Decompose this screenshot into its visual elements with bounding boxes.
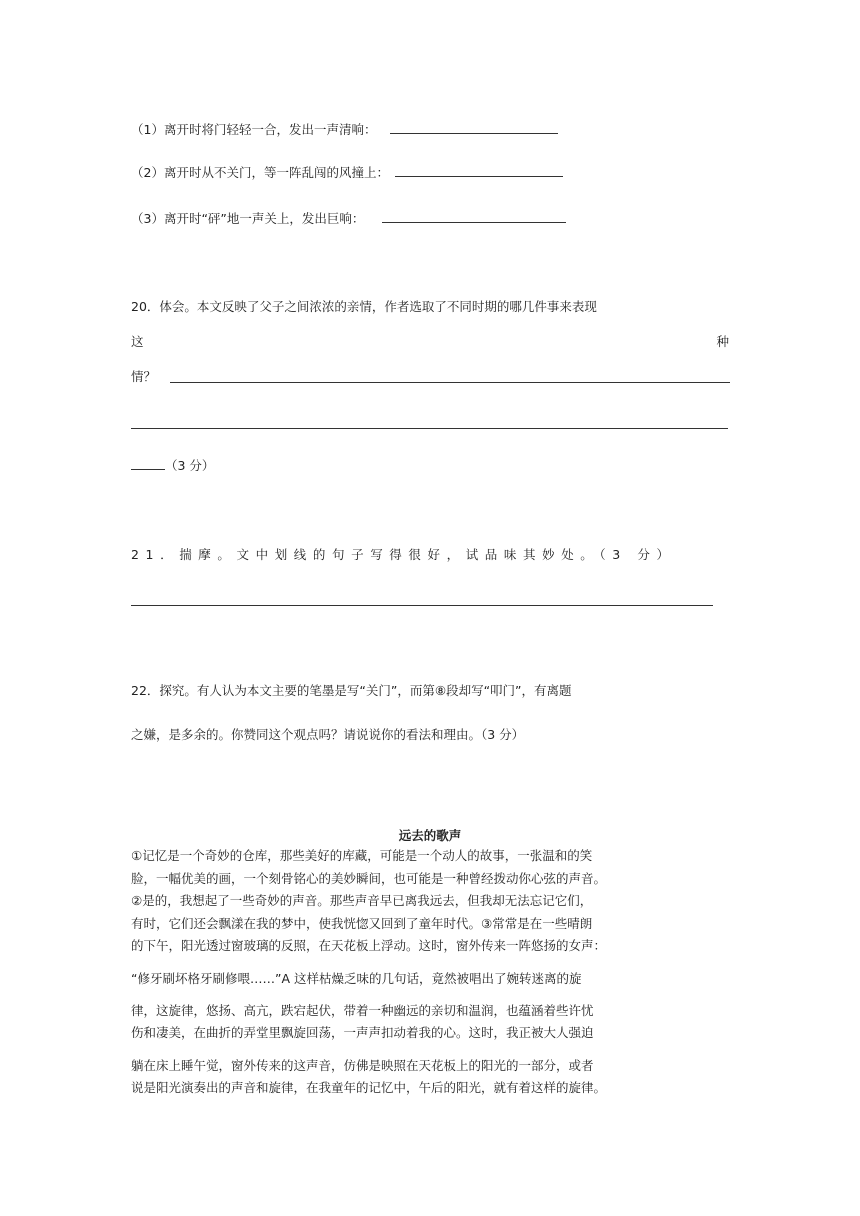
q20-left-char: 这 [131, 334, 144, 349]
q22-question: 22．探究。有人认为本文主要的笔墨是写“关门”，而第⑧段却写“叩门”，有离题 [131, 683, 572, 698]
passage-line: 脸，一幅优美的画，一个刻骨铭心的美妙瞬间，也可能是一种曾经拨动你心弦的声音。 [131, 871, 607, 886]
q22-question-continued: 之嫌，是多余的。你赞同这个观点吗？请说说你的看法和理由。（3 分） [131, 727, 525, 742]
q20-question-continued [131, 334, 729, 350]
q19-item-2-text: （2）离开时从不关门，等一阵乱闯的风撞上： [131, 165, 389, 180]
q19-item-2 [131, 165, 563, 181]
q20-answer-line-1[interactable] [170, 382, 730, 383]
passage-line: 躺在床上睡午觉，窗外传来的这声音，仿佛是映照在天花板上的阳光的一部分，或者 [131, 1058, 594, 1073]
passage-line: “修牙刷坏格牙刷修喂……”A 这样枯燥乏味的几句话，竟然被唱出了婉转迷离的旋 [131, 971, 582, 986]
q20-answer-line-3[interactable] [131, 458, 165, 470]
q20-line-3-text: 情？ [131, 369, 157, 384]
passage-line: 说是阳光演奏出的声音和旋律，在我童年的记忆中，午后的阳光，就有着这样的旋律。 [131, 1080, 607, 1095]
passage-line: 伤和凄美，在曲折的弄堂里飘旋回荡，一声声扣动着我的心。这时，我正被大人强迫 [131, 1025, 594, 1040]
q21-answer-line[interactable] [131, 605, 713, 606]
q19-item-1 [131, 122, 558, 138]
q20-answer-line-2[interactable] [131, 428, 728, 429]
passage-line: 的下午，阳光透过窗玻璃的反照，在天花板上浮动。这时，窗外传来一阵悠扬的女声： [131, 938, 607, 953]
q19-item-1-text: （1）离开时将门轻轻一合，发出一声清响： [131, 122, 377, 137]
q19-item-3-text: （3）离开时“砰”地一声关上，发出巨响： [131, 211, 365, 226]
q20-score: （3 分） [165, 458, 215, 473]
passage-line: ①记忆是一个奇妙的仓库，那些美好的库藏，可能是一个动人的故事，一张温和的笑 [131, 848, 593, 863]
q20-question: 20．体会。本文反映了父子之间浓浓的亲情，作者选取了不同时期的哪几件事来表现 [131, 299, 597, 314]
q20-question-end [131, 369, 156, 385]
passage-line: 有时，它们还会飘漾在我的梦中，使我恍惚又回到了童年时代。③常常是在一些晴朗 [131, 916, 593, 931]
q19-item-3-answer-blank[interactable] [382, 211, 566, 223]
passage-title: 远去的歌声 [398, 828, 462, 843]
passage-line: ②是的，我想起了一些奇妙的声音。那些声音早已离我远去，但我却无法忘记它们， [131, 893, 593, 908]
q19-item-3 [131, 211, 566, 227]
passage-line: 律，这旋律，悠扬、高亢，跌宕起伏，带着一种幽远的亲切和温润，也蕴涵着些许忧 [131, 1003, 594, 1018]
q21-question: 21．揣摩。文中划线的句子写得很好，试品味其妙处。（3 分） [131, 547, 676, 562]
q20-answer-end [131, 458, 214, 474]
q19-item-1-answer-blank[interactable] [390, 122, 558, 134]
q20-right-char: 种 [716, 334, 729, 349]
q19-item-2-answer-blank[interactable] [395, 165, 563, 177]
